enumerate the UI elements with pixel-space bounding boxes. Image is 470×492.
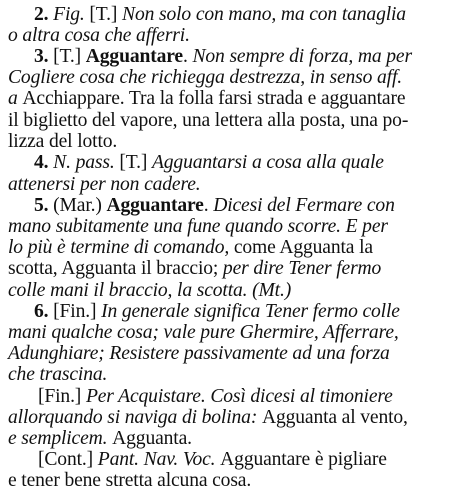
text-line bbox=[8, 343, 390, 365]
text-run: [T.] bbox=[119, 152, 152, 173]
text-run: . bbox=[182, 46, 193, 67]
text-line bbox=[8, 110, 408, 132]
text-line bbox=[8, 322, 399, 344]
text-run: Non solo con mano, ma con tanaglia bbox=[122, 4, 406, 25]
text-line bbox=[8, 407, 408, 429]
text-line bbox=[8, 237, 373, 259]
text-line bbox=[38, 449, 387, 471]
text-run: attenersi per non cadere. bbox=[8, 174, 201, 195]
text-line bbox=[8, 364, 107, 386]
text-line bbox=[8, 88, 405, 110]
text-run: lizza del lotto. bbox=[8, 131, 118, 152]
text-run: N. pass. bbox=[53, 152, 120, 173]
text-run: Agguantarsi a cosa alla quale bbox=[151, 152, 384, 173]
text-run: per dire Tener fermo bbox=[222, 258, 382, 279]
text-run: Agguantare bbox=[85, 46, 183, 67]
text-line bbox=[34, 4, 406, 26]
text-run: mano subitamente una fune quando scorre. E per bbox=[8, 216, 388, 237]
text-run: come Agguanta la bbox=[233, 237, 373, 258]
text-run: Agguanta al vento, bbox=[261, 407, 408, 428]
text-run: 6. bbox=[34, 301, 54, 322]
text-run: Pant. Nav. Voc. bbox=[97, 449, 221, 470]
text-line bbox=[8, 67, 402, 89]
text-run: [Cont.] bbox=[38, 449, 98, 470]
text-line bbox=[34, 152, 384, 174]
text-run: Agguanta. bbox=[112, 428, 192, 449]
text-line bbox=[8, 428, 192, 450]
text-line bbox=[8, 25, 190, 47]
text-run: Per Acquistare. Così dicesi al timoniere bbox=[85, 386, 393, 407]
text-run: a bbox=[8, 88, 23, 109]
text-line bbox=[34, 195, 395, 217]
text-run: il biglietto del vapore, una lettera alla posta, una po- bbox=[8, 110, 409, 131]
text-run: scotta, Agguanta il braccio; bbox=[8, 258, 223, 279]
text-run: che trascina. bbox=[8, 364, 108, 385]
text-run: [T.] bbox=[89, 4, 123, 25]
text-line bbox=[38, 386, 393, 408]
text-line bbox=[8, 280, 291, 302]
text-run: 2. bbox=[34, 4, 54, 25]
text-run: Dicesi del Fermare con bbox=[213, 195, 395, 216]
text-run: 3. bbox=[34, 46, 54, 67]
text-run: Agguantare bbox=[106, 195, 204, 216]
text-line bbox=[8, 131, 117, 153]
text-run: 4. bbox=[34, 152, 54, 173]
text-run: In generale significa Tener fermo colle bbox=[101, 301, 400, 322]
text-line bbox=[34, 46, 412, 68]
text-line bbox=[8, 174, 201, 196]
text-line bbox=[8, 216, 388, 238]
text-run: allorquando si naviga di bolina: bbox=[8, 407, 262, 428]
text-run: Agguantare è pigliare bbox=[220, 449, 387, 470]
text-run: e tener bene stretta alcuna cosa. bbox=[8, 470, 252, 491]
text-run: . bbox=[203, 195, 214, 216]
text-run: colle mani il braccio, la scotta. (Mt.) bbox=[8, 280, 292, 301]
text-run: Fig. bbox=[53, 4, 90, 25]
text-run: Non sempre di forza, ma per bbox=[192, 46, 412, 67]
text-line bbox=[8, 258, 381, 280]
text-run: Acchiappare. Tra la folla farsi strada e agguantare bbox=[22, 88, 406, 109]
text-line bbox=[34, 301, 400, 323]
text-run: o altra cosa che afferri. bbox=[8, 25, 190, 46]
text-run: lo più è termine di comando, bbox=[8, 237, 234, 258]
text-run: 5. bbox=[34, 195, 54, 216]
text-run: mani qualche cosa; vale pure Ghermire, Afferrare, bbox=[8, 322, 399, 343]
text-run: [T.] bbox=[53, 46, 86, 67]
text-run: [Fin.] bbox=[53, 301, 102, 322]
text-run: [Fin.] bbox=[38, 386, 86, 407]
text-run: (Mar.) bbox=[53, 195, 107, 216]
text-line bbox=[8, 470, 251, 492]
text-run: Adunghiare; Resistere passivamente ad una forza bbox=[8, 343, 390, 364]
text-run: e semplicem. bbox=[8, 428, 113, 449]
text-run: Cogliere cosa che richiegga destrezza, in senso aff. bbox=[8, 67, 402, 88]
